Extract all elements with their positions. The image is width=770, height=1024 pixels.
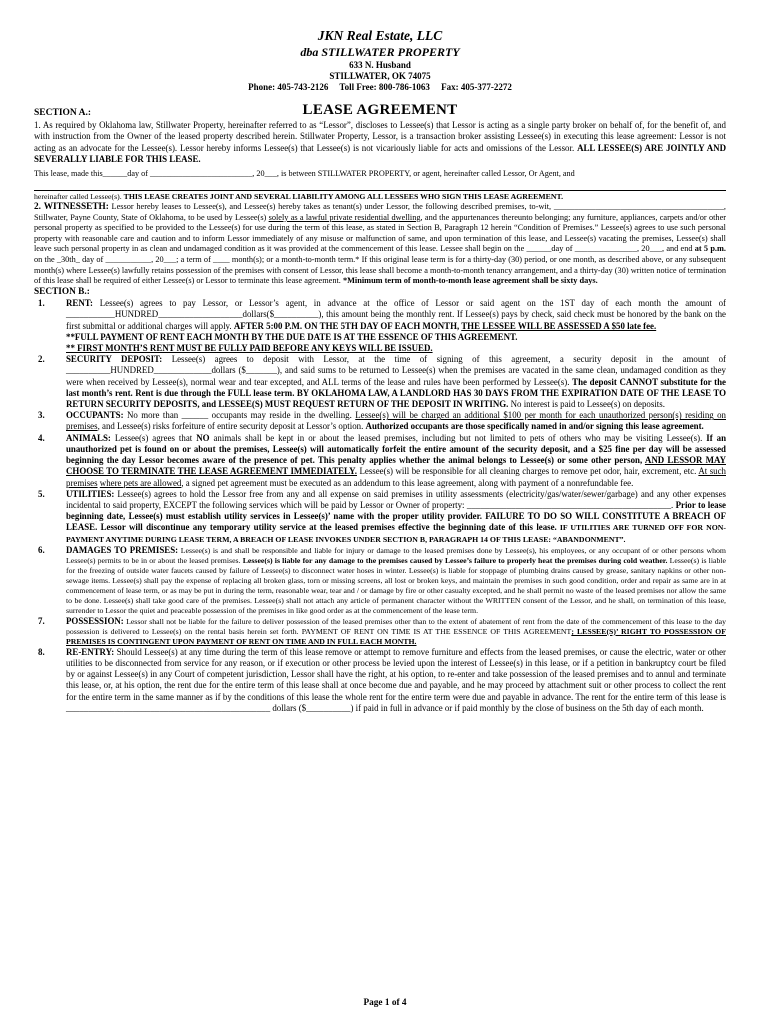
- company-name: JKN Real Estate, LLC: [317, 28, 443, 43]
- city-state-zip: STILLWATER, OK 74075: [329, 71, 431, 82]
- section-b-label: SECTION B.:: [34, 286, 90, 297]
- document-title: LEASE AGREEMENT: [302, 101, 458, 118]
- letterhead: [34, 28, 726, 94]
- lessee-name-line: [34, 179, 726, 191]
- lease-page: [34, 28, 726, 714]
- clause-re-entry: 8. RE-ENTRY: Should Lessee(s) at any time during the term of this lease remove or attempt to remove furniture and effects from the leased premises, or cause the electric, water or other utilities to be disconnected from service for any reason, or if execution or other process be levied upon the interest of Lessee(s) in this lease, or if a petition in bankruptcy court be filed by or against Lessee(s) in any Court of competent jurisdiction, Lessor shall have the right, at his option, to re-enter and take possession of the leased premises and to annul and terminate this lease, or, at his option, the rent due for the entire term of this lease shall at once become due and payable, and he may proceed by attachment suit or other process to collect the rent for the entire term in the same manner as if by the conditions of this lease the whole rent for the entire term were due and payable in advance. The rent for the entire term of this lease is ______________________________________________ dollars ($__________) if paid in full in advance or if paid monthly by the close of business on the 5th day of each month.: [38, 646, 726, 713]
- clause-damages: 6. DAMAGES TO PREMISES: Lessee(s) is and shall be responsible and liable for injury or damage to the leased premises done by Lessee(s), his employees, or any occupant of or other persons whom Lessee(s) permits to be in or about the leased premises. Lessee(s) is liable for any damage to the premises caused by Lessee’s failure to properly heat the premises during cold weather. Lessee(s) is liable for the freezing of outside water faucets caused by failure of Lessee(s) to disconnect water hoses in winter. Lessee(s) is liable for stoppage of plumbing drains caused by grease, sanitary napkins or other non-sewage items. Lessee(s) shall pay the expense of replacing all broken glass, torn or missing screens, all lost or broken keys, and maintain the premises in such good condition, order and repair as same are in at commencement of lease term, or as may be put in during the term, reasonable wear, tear and / or damage by fire or other casualty excepted, and he shall permit no waste of the leased premises nor allow the same to be done. Lessee(s) shall take good care of the premises. Lessee(s) shall not attach any article of permanent character without the WRITTEN consent of the Lessor, and he shall, on termination of this lease, surrender to Lessor the quiet and peaceable possession of the premises in like good order as at the commencement of the lease term.: [38, 544, 727, 615]
- clause-rent: 1. RENT: Lessee(s) agrees to pay Lessor, or Lessor’s agent, in advance at the office of Lessor or said agent on the 1ST day of each month the amount of ___________HUNDRED___________________dollars($__________), this amount being the monthly rent. If Lessee(s) pays by check, said check must be honored by the bank on the first submittal or additional charges will apply. AFTER 5:00 P.M. ON THE 5TH DAY OF EACH MONTH, THE LESSEE WILL BE ASSESSED A $50 late fee. **FULL PAYMENT OF RENT EACH MONTH BY THE DUE DATE IS AT THE ESSENCE OF THIS AGREEMENT. ** FIRST MONTH’S RENT MUST BE FULLY PAID BEFORE ANY KEYS WILL BE ISSUED.: [38, 298, 726, 354]
- clause-utilities: 5. UTILITIES: Lessee(s) agrees to hold the Lessor free from any and all expense on said premises in utility assessments (electricity/gas/water/sewer/garbage) and any other expenses incidental to said property, EXCEPT the following services which will be paid by Lessor or Owner of property: ______________________________________________. Prior to lease beginning date, Lessee(s) must establish utility services in Lessee(s)’ name with the proper utility provider. FAILURE TO DO SO WILL CONSTITUTE A BREACH OF LEASE. Lessor will discontinue any temporary utility service at the leased premises effective the beginning date of this lease. IF UTILITIES ARE TURNED OFF FOR NON-PAYMENT ANYTIME DURING LEASE TERM, A BREACH OF LEASE INVOKES UNDER SECTION B, PARAGRAPH 14 OF THIS LEASE: “ABANDONMENT”.: [38, 488, 726, 544]
- clause-animals: 4. ANIMALS: Lessee(s) agrees that NO animals shall be kept in or about the leased premises, including but not limited to pets of others who may be visiting Lessee(s). If an unauthorized pet is found on or about the premises, Lessee(s) will automatically forfeit the entire amount of the security deposit, and a $25 fine per day will be assessed beginning the day Lessor becomes aware of the presence of pet. This penalty applies whether the animal belongs to Lessee(s) or some other person, AND LESSOR MAY CHOOSE TO TERMINATE THE LEASE AGREEMENT IMMEDIATELY. Lessee(s) will be responsible for all cleaning charges to remove pet odor, hair, excrement, etc. At such premises where pets are allowed, a signed pet agreement must be executed as an addendum to this lease agreement, along with payment of a nonrefundable fee.: [38, 432, 727, 488]
- contact-line: Phone: 405-743-2126 Toll Free: 800-786-1063 Fax: 405-377-2272: [248, 82, 512, 93]
- witnesseth-paragraph: 2. WITNESSETH: Lessor hereby leases to Lessee(s), and Lessee(s) hereby takes as tenant(s) under Lessor, the following described premises, to-wit, _________________________________________, Stillwater, Payne County, State of Oklahoma, to be used by Lessee(s) solely as a lawful private residential dwelling, and the appurtenances thereunto belonging; any furniture, appliances, carpets and/or other personal property as specified to be provided to the Lessee(s) for use during the term of this lease, as stated in Section B, Paragraph 12 herein “Condition of Premises.” Lessee(s) agrees to use such personal property with reasonable care and caution and to inform Lessor immediately of any misuse or malfunction of same, and upon termination of this lease, and Lessee(s) vacating the premises, Lessee(s) shall leave such personal property in as clean and undamaged condition as it was provided at the commencement of this lease. Lessee shall begin on the ______day of _______________, 20___, and end at 5 p.m. on the _30th_ day of ___________, 20___; a term of ____ month(s); or a month-to-month term.* If this original lease term is for a thirty-day (30) period, or one month, as described above, or any subsequent month(s) where Lessee(s) lawfully retains possession of the premises with consent of Lessor, this lease shall become a month-to-month tenancy arrangement, and a thirty-day (30) written notice of termination of this lease shall be required of either Lessee(s) or Lessor to terminate this lease agreement. *Minimum term of month-to-month lease agreement shall be sixty days.: [34, 202, 727, 286]
- clause-security-deposit: 2. SECURITY DEPOSIT: Lessee(s) agrees to deposit with Lessor, at the time of signing of this agreement, a security deposit in the amount of __________HUNDRED_____________dollars ($_______), and said sums to be returned to Lessee(s) when the premises are vacated in the same clean, undamaged condition as they were when received by Lessee(s), normal wear and tear excepted, and ALL terms of the lease and rules have been performed by Lessee(s). The deposit CANNOT substitute for the last month’s rent. Rent is due through the FULL lease term. BY OKLAHOMA LAW, A LANDLORD HAS 30 DAYS FROM THE EXPIRATION DATE OF THE LEASE TO RETURN SECURITY DEPOSITS, and LESSEE(S) MUST REQUEST RETURN OF THE DEPOSIT IN WRITING. No interest is paid to Lessee(s) on deposits.: [38, 354, 727, 410]
- clause-occupants: 3. OCCUPANTS: No more than ______ occupants may reside in the dwelling. Lessee(s) will be charged an additional $100 per month for each unauthorized person(s) residing on premises, and Lessee(s) risks forfeiture of entire security deposit at Lessor’s option. Authorized occupants are those specifically named in and/or signing this lease agreement.: [38, 410, 726, 432]
- lease-made-line: This lease, made this______day of _________________________, 20___, is between STILLWATER PROPERTY, or agent, hereinafter called Lessor, Or Agent, and: [34, 169, 575, 178]
- disclosure-paragraph: 1. As required by Oklahoma law, Stillwater Property, hereinafter referred to as “Lessor”, discloses to Lessee(s) that Lessor is acting as a single party broker on behalf of, for the benefit of, and with instruction from the Owner of the leased property described herein. Stillwater Property, Lessor, is a transaction broker assisting Lessee(s) in executing this lease agreement: Lessor is not acting as an advocate for the Lessee(s). Lessor hereby informs Lessee(s) that Lessee(s) is not vicariously liable for acts and omissions of the Lessor. ALL LESSEE(S) ARE JOINTLY AND SEVERALLY LIABLE FOR THIS LEASE.: [34, 119, 726, 165]
- title-row: [34, 102, 726, 120]
- dba-name: dba STILLWATER PROPERTY: [300, 44, 460, 59]
- hereinafter-line: hereinafter called Lessee(s). THIS LEASE CREATES JOINT AND SEVERAL LIABILITY AMONG ALL LESSEES WHO SIGN THIS LEASE AGREEMENT.: [34, 192, 564, 201]
- clause-possession: 7. POSSESSION: Lessor shall not be liable for the failure to deliver possession of the leased premises other than to the extent of abatement of rent from the date of the commencement of this lease to the day possession is delivered to Lessee(s) on the rental basis herein set forth. PAYMENT OF RENT ON TIME IS AT THE ESSENCE OF THIS AGREEMENT; LESSEE(S)’ RIGHT TO POSSESSION OF PREMISES IS CONTINGENT UPON PAYMENT OF RENT ON TIME AND IN FULL EACH MONTH.: [38, 615, 726, 646]
- section-a-label: SECTION A.:: [34, 107, 92, 118]
- page-number: Page 1 of 4: [363, 998, 407, 1008]
- street-address: 633 N. Husband: [349, 59, 411, 70]
